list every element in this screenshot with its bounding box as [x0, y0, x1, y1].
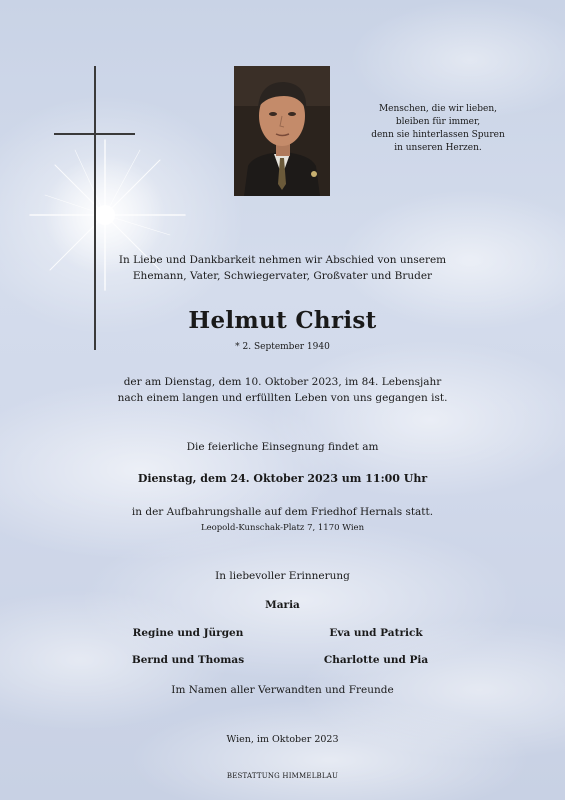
- motto-line: in unseren Herzen.: [394, 143, 482, 153]
- motto-line: Menschen, die wir lieben,: [378, 104, 498, 114]
- deceased-name: Helmut Christ: [188, 307, 377, 334]
- mourner-pair: Charlotte und Pia: [323, 654, 429, 666]
- motto-line: bleiben für immer,: [395, 117, 481, 127]
- mourner-pair: Regine und Jürgen: [132, 627, 244, 639]
- intro-line: Ehemann, Vater, Schwiegervater, Großvater und Bruder: [132, 270, 433, 282]
- mourner-pair: Eva und Patrick: [329, 627, 423, 639]
- funeral-home-footer: BESTATTUNG HIMMELBLAU: [226, 772, 339, 780]
- ceremony-intro: Die feierliche Einsegnung findet am: [186, 441, 379, 453]
- motto-line: denn sie hinterlassen Spuren: [371, 130, 505, 140]
- intro-line: In Liebe und Dankbarkeit nehmen wir Abschied von unserem: [118, 254, 447, 266]
- farewell-intro: [0, 252, 565, 284]
- portrait-photo: [234, 66, 330, 196]
- passing-text: [0, 374, 565, 406]
- relatives-line: Im Namen aller Verwandten und Freunde: [171, 684, 394, 696]
- mourner-spouse: Maria: [265, 599, 300, 611]
- birth-date: * 2. September 1940: [235, 342, 330, 352]
- place-date: Wien, im Oktober 2023: [226, 734, 339, 745]
- passing-line: nach einem langen und erfüllten Leben von uns gegangen ist.: [117, 392, 448, 404]
- ceremony-address: Leopold-Kunschak-Platz 7, 1170 Wien: [200, 523, 365, 533]
- mourner-pair: Bernd und Thomas: [131, 654, 245, 666]
- passing-line: der am Dienstag, dem 10. Oktober 2023, im 84. Lebensjahr: [123, 376, 442, 388]
- ceremony-place: in der Aufbahrungshalle auf dem Friedhof Hernals statt.: [131, 506, 434, 518]
- cross-icon-bar: [54, 133, 135, 135]
- ceremony-date: Dienstag, dem 24. Oktober 2023 um 11:00 Uhr: [137, 472, 428, 485]
- motto-quote: [368, 103, 508, 155]
- remembrance-intro: In liebevoller Erinnerung: [215, 570, 350, 582]
